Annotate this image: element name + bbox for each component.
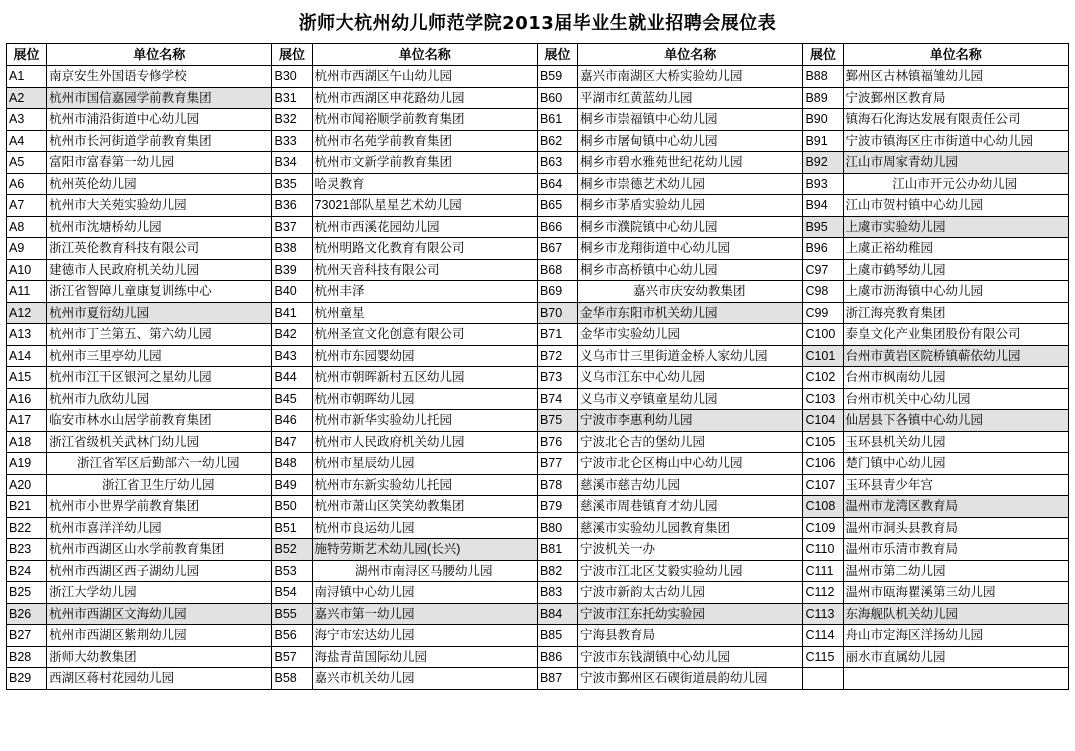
booth-code-cell: B79: [537, 496, 577, 518]
booth-code-cell: C100: [803, 324, 843, 346]
booth-code-cell: B40: [272, 281, 312, 303]
table-row: [7, 216, 1069, 238]
booth-code-cell: B75: [537, 410, 577, 432]
booth-name-cell: 慈溪市慈吉幼儿园: [578, 474, 803, 496]
booth-name-cell: 镇海石化海达发展有限责任公司: [843, 109, 1068, 131]
booth-name-cell: 温州市洞头县教育局: [843, 517, 1068, 539]
booth-name-cell: 西湖区蒋村花园幼儿园: [47, 668, 272, 690]
booth-name-cell: 嘉兴市机关幼儿园: [312, 668, 537, 690]
booth-code-cell: B49: [272, 474, 312, 496]
booth-code-cell: B29: [7, 668, 47, 690]
booth-code-cell: B61: [537, 109, 577, 131]
booth-code-cell: A1: [7, 66, 47, 88]
header-code-2: 展位: [272, 44, 312, 66]
booth-code-cell: C101: [803, 345, 843, 367]
table-row: [7, 560, 1069, 582]
table-row: [7, 496, 1069, 518]
table-row: [7, 474, 1069, 496]
header-name-3: 单位名称: [578, 44, 803, 66]
booth-name-cell: 台州市机关中心幼儿园: [843, 388, 1068, 410]
booth-name-cell: 平湖市红黄蓝幼儿园: [578, 87, 803, 109]
booth-code-cell: A8: [7, 216, 47, 238]
booth-name-cell: 杭州市大关苑实验幼儿园: [47, 195, 272, 217]
booth-name-cell: 鄞州区古林镇福雏幼儿园: [843, 66, 1068, 88]
booth-code-cell: A11: [7, 281, 47, 303]
booth-name-cell: 泰皇文化产业集团股份有限公司: [843, 324, 1068, 346]
booth-name-cell: 杭州市西湖区午山幼儿园: [312, 66, 537, 88]
booth-code-cell: A6: [7, 173, 47, 195]
booth-code-cell: C103: [803, 388, 843, 410]
booth-code-cell: C110: [803, 539, 843, 561]
booth-name-cell: 浙江海亮教育集团: [843, 302, 1068, 324]
booth-name-cell: 宁波市李惠利幼儿园: [578, 410, 803, 432]
booth-name-cell: 宁波市江东托幼实验园: [578, 603, 803, 625]
booth-name-cell: 慈溪市实验幼儿园教育集团: [578, 517, 803, 539]
booth-code-cell: C111: [803, 560, 843, 582]
booth-name-cell: 浙江大学幼儿园: [47, 582, 272, 604]
table-row: [7, 517, 1069, 539]
booth-name-cell: 嘉兴市第一幼儿园: [312, 603, 537, 625]
booth-name-cell: 上虞市鹤琴幼儿园: [843, 259, 1068, 281]
booth-code-cell: B28: [7, 646, 47, 668]
booth-name-cell: 浙师大幼教集团: [47, 646, 272, 668]
booth-name-cell: 宁波北仑吉的堡幼儿园: [578, 431, 803, 453]
booth-name-cell: 江山市周家青幼儿园: [843, 152, 1068, 174]
booth-name-cell: 杭州市星辰幼儿园: [312, 453, 537, 475]
booth-name-cell: 杭州市新华实验幼儿托园: [312, 410, 537, 432]
booth-code-cell: A12: [7, 302, 47, 324]
booth-code-cell: C99: [803, 302, 843, 324]
booth-code-cell: B37: [272, 216, 312, 238]
booth-name-cell: 杭州市沈塘桥幼儿园: [47, 216, 272, 238]
booth-code-cell: A14: [7, 345, 47, 367]
booth-name-cell: 温州市乐清市教育局: [843, 539, 1068, 561]
booth-name-cell: 义乌市江东中心幼儿园: [578, 367, 803, 389]
table-row: [7, 431, 1069, 453]
booth-name-cell: 杭州市西湖区山水学前教育集团: [47, 539, 272, 561]
booth-name-cell: 温州市瓯海瞿溪第三幼儿园: [843, 582, 1068, 604]
booth-code-cell: B25: [7, 582, 47, 604]
booth-name-cell: 浙江省卫生厅幼儿园: [47, 474, 272, 496]
booth-code-cell: B45: [272, 388, 312, 410]
booth-name-cell: 哈灵教育: [312, 173, 537, 195]
booth-code-cell: B27: [7, 625, 47, 647]
booth-code-cell: B36: [272, 195, 312, 217]
booth-name-cell: 杭州市人民政府机关幼儿园: [312, 431, 537, 453]
booth-code-cell: B55: [272, 603, 312, 625]
booth-code-cell: B77: [537, 453, 577, 475]
booth-name-cell: 上虞市实验幼儿园: [843, 216, 1068, 238]
booth-name-cell: 桐乡市崇德艺术幼儿园: [578, 173, 803, 195]
table-row: [7, 539, 1069, 561]
booth-name-cell: 慈溪市周巷镇育才幼儿园: [578, 496, 803, 518]
booth-name-cell: 杭州市三里亭幼儿园: [47, 345, 272, 367]
booth-name-cell: 嘉兴市庆安幼教集团: [578, 281, 803, 303]
booth-name-cell: 宁波市东钱湖镇中心幼儿园: [578, 646, 803, 668]
table-row: [7, 109, 1069, 131]
booth-code-cell: C112: [803, 582, 843, 604]
booth-code-cell: B44: [272, 367, 312, 389]
booth-name-cell: 桐乡市崇福镇中心幼儿园: [578, 109, 803, 131]
table-row: [7, 324, 1069, 346]
booth-code-cell: B46: [272, 410, 312, 432]
booth-name-cell: 金华市实验幼儿园: [578, 324, 803, 346]
booth-code-cell: B83: [537, 582, 577, 604]
booth-name-cell: 宁波鄞州区教育局: [843, 87, 1068, 109]
booth-name-cell: 施特劳斯艺术幼儿园(长兴): [312, 539, 537, 561]
booth-name-cell: 杭州童星: [312, 302, 537, 324]
booth-code-cell: B90: [803, 109, 843, 131]
booth-code-cell: B54: [272, 582, 312, 604]
table-row: [7, 410, 1069, 432]
booth-code-cell: C113: [803, 603, 843, 625]
booth-name-cell: 杭州市闻裕顺学前教育集团: [312, 109, 537, 131]
table-row: [7, 87, 1069, 109]
booth-code-cell: C115: [803, 646, 843, 668]
booth-code-cell: B73: [537, 367, 577, 389]
booth-code-cell: B56: [272, 625, 312, 647]
booth-name-cell: 舟山市定海区洋扬幼儿园: [843, 625, 1068, 647]
booth-name-cell: 杭州明路文化教育有限公司: [312, 238, 537, 260]
booth-name-cell: 宁波市鄞州区石碶街道晨韵幼儿园: [578, 668, 803, 690]
table-row: [7, 259, 1069, 281]
booth-name-cell: 义乌市廿三里街道金桥人家幼儿园: [578, 345, 803, 367]
booth-code-cell: B34: [272, 152, 312, 174]
booth-code-cell: A20: [7, 474, 47, 496]
header-code-3: 展位: [537, 44, 577, 66]
booth-code-cell: B85: [537, 625, 577, 647]
booth-code-cell: A13: [7, 324, 47, 346]
booth-code-cell: A9: [7, 238, 47, 260]
table-row: [7, 302, 1069, 324]
booth-code-cell: C98: [803, 281, 843, 303]
table-row: [7, 66, 1069, 88]
booth-code-cell: B82: [537, 560, 577, 582]
booth-code-cell: B42: [272, 324, 312, 346]
booth-code-cell: A19: [7, 453, 47, 475]
booth-code-cell: A17: [7, 410, 47, 432]
booth-code-cell: B62: [537, 130, 577, 152]
booth-name-cell: 富阳市富春第一幼儿园: [47, 152, 272, 174]
booth-code-cell: B66: [537, 216, 577, 238]
booth-code-cell: B74: [537, 388, 577, 410]
booth-name-cell: 江山市开元公办幼儿园: [843, 173, 1068, 195]
booth-name-cell: 杭州市长河街道学前教育集团: [47, 130, 272, 152]
booth-code-cell: C105: [803, 431, 843, 453]
booth-code-cell: A10: [7, 259, 47, 281]
booth-code-cell: B32: [272, 109, 312, 131]
booth-name-cell: 杭州市西湖区文海幼儿园: [47, 603, 272, 625]
booth-name-cell: 台州市黄岩区院桥镇蕲依幼儿园: [843, 345, 1068, 367]
booth-name-cell: 杭州市良运幼儿园: [312, 517, 537, 539]
booth-name-cell: 杭州市喜洋洋幼儿园: [47, 517, 272, 539]
booth-name-cell: 江山市贺村镇中心幼儿园: [843, 195, 1068, 217]
booth-code-cell: B71: [537, 324, 577, 346]
booth-code-cell: B30: [272, 66, 312, 88]
booth-code-cell: B80: [537, 517, 577, 539]
booth-name-cell: 73021部队星星艺术幼儿园: [312, 195, 537, 217]
booth-name-cell: 义乌市义亭镇童星幼儿园: [578, 388, 803, 410]
booth-name-cell: 杭州市九欣幼儿园: [47, 388, 272, 410]
booth-name-cell: 温州市第二幼儿园: [843, 560, 1068, 582]
page-title: 浙师大杭州幼儿师范学院2013届毕业生就业招聘会展位表: [298, 13, 777, 34]
booth-name-cell: 宁波市江北区艾毅实验幼儿园: [578, 560, 803, 582]
table-header-row: [7, 44, 1069, 66]
booth-code-cell: A7: [7, 195, 47, 217]
booth-code-cell: A16: [7, 388, 47, 410]
booth-code-cell: C97: [803, 259, 843, 281]
booth-name-cell: 浙江省级机关武林门幼儿园: [47, 431, 272, 453]
booth-name-cell: 杭州市名苑学前教育集团: [312, 130, 537, 152]
booth-code-cell: B63: [537, 152, 577, 174]
booth-name-cell: 杭州市江干区银河之星幼儿园: [47, 367, 272, 389]
booth-name-cell: 玉环县机关幼儿园: [843, 431, 1068, 453]
booth-name-cell: 杭州市西湖区申花路幼儿园: [312, 87, 537, 109]
table-row: [7, 195, 1069, 217]
booth-code-cell: B60: [537, 87, 577, 109]
booth-name-cell: 上虞正裕幼稚园: [843, 238, 1068, 260]
booth-name-cell: 桐乡市龙翔街道中心幼儿园: [578, 238, 803, 260]
booth-name-cell: 桐乡市茅盾实验幼儿园: [578, 195, 803, 217]
booth-code-cell: A4: [7, 130, 47, 152]
booth-name-cell: 东海舰队机关幼儿园: [843, 603, 1068, 625]
booth-code-cell: B50: [272, 496, 312, 518]
booth-name-cell: 宁海县教育局: [578, 625, 803, 647]
booth-code-cell: B21: [7, 496, 47, 518]
booth-code-cell: B39: [272, 259, 312, 281]
booth-name-cell: 玉环县青少年宫: [843, 474, 1068, 496]
booth-name-cell: 杭州丰泽: [312, 281, 537, 303]
table-row: [7, 388, 1069, 410]
booth-code-cell: B69: [537, 281, 577, 303]
booth-name-cell: 桐乡市屠甸镇中心幼儿园: [578, 130, 803, 152]
table-row: [7, 173, 1069, 195]
table-row: [7, 646, 1069, 668]
booth-code-cell: B95: [803, 216, 843, 238]
booth-name-cell: 杭州市国信嘉园学前教育集团: [47, 87, 272, 109]
booth-name-cell: 宁波市镇海区庄市街道中心幼儿园: [843, 130, 1068, 152]
booth-code-cell: B22: [7, 517, 47, 539]
booth-name-cell: 杭州市萧山区笑笑幼教集团: [312, 496, 537, 518]
booth-code-cell: B65: [537, 195, 577, 217]
booth-code-cell: B72: [537, 345, 577, 367]
table-row: [7, 625, 1069, 647]
booth-code-cell: B23: [7, 539, 47, 561]
booth-code-cell: B67: [537, 238, 577, 260]
booth-code-cell: A2: [7, 87, 47, 109]
booth-code-cell: B86: [537, 646, 577, 668]
booth-name-cell: 杭州市西湖区西子湖幼儿园: [47, 560, 272, 582]
booth-code-cell: B93: [803, 173, 843, 195]
booth-code-cell: B38: [272, 238, 312, 260]
booth-name-cell: 桐乡市高桥镇中心幼儿园: [578, 259, 803, 281]
booth-code-cell: B48: [272, 453, 312, 475]
booth-code-cell: B52: [272, 539, 312, 561]
booth-name-cell: 浙江省军区后勤部六一幼儿园: [47, 453, 272, 475]
table-row: [7, 668, 1069, 690]
booth-code-cell: B70: [537, 302, 577, 324]
booth-code-cell: B58: [272, 668, 312, 690]
booth-code-cell: B88: [803, 66, 843, 88]
booth-code-cell: B84: [537, 603, 577, 625]
booth-name-cell: 杭州市朝晖幼儿园: [312, 388, 537, 410]
booth-name-cell: 杭州英伦幼儿园: [47, 173, 272, 195]
booth-code-cell: B41: [272, 302, 312, 324]
table-row: [7, 152, 1069, 174]
booth-name-cell: 仙居县下各镇中心幼儿园: [843, 410, 1068, 432]
booth-name-cell: 浙江省智障儿童康复训练中心: [47, 281, 272, 303]
booth-name-cell: 嘉兴市南湖区大桥实验幼儿园: [578, 66, 803, 88]
table-row: [7, 281, 1069, 303]
booth-code-cell: B51: [272, 517, 312, 539]
booth-name-cell: 南浔镇中心幼儿园: [312, 582, 537, 604]
booth-code-cell: B35: [272, 173, 312, 195]
booth-name-cell: 杭州市西溪花园幼儿园: [312, 216, 537, 238]
booth-name-cell: 桐乡市碧水雅苑世纪花幼儿园: [578, 152, 803, 174]
table-row: [7, 603, 1069, 625]
booth-code-cell: B92: [803, 152, 843, 174]
booth-name-cell: 南京安生外国语专修学校: [47, 66, 272, 88]
booth-name-cell: 杭州市小世界学前教育集团: [47, 496, 272, 518]
booth-code-cell: [803, 668, 843, 690]
table-header: [7, 44, 1069, 66]
booth-code-cell: A18: [7, 431, 47, 453]
booth-name-cell: 海盐青苗国际幼儿园: [312, 646, 537, 668]
booth-name-cell: 杭州市文新学前教育集团: [312, 152, 537, 174]
booth-name-cell: 上虞市沥海镇中心幼儿园: [843, 281, 1068, 303]
booth-name-cell: 建德市人民政府机关幼儿园: [47, 259, 272, 281]
table-row: [7, 238, 1069, 260]
header-code-1: 展位: [7, 44, 47, 66]
booth-code-cell: B59: [537, 66, 577, 88]
booth-name-cell: 杭州市东园婴幼园: [312, 345, 537, 367]
booth-code-cell: C104: [803, 410, 843, 432]
booth-name-cell: 宁波市新韵太古幼儿园: [578, 582, 803, 604]
table-row: [7, 367, 1069, 389]
booth-name-cell: 浙江英伦教育科技有限公司: [47, 238, 272, 260]
booth-code-cell: C106: [803, 453, 843, 475]
booth-name-cell: 金华市东阳市机关幼儿园: [578, 302, 803, 324]
booth-code-cell: A15: [7, 367, 47, 389]
booth-code-cell: C108: [803, 496, 843, 518]
booth-name-cell: 杭州市西湖区紫荆幼儿园: [47, 625, 272, 647]
table-row: [7, 453, 1069, 475]
booth-code-cell: A5: [7, 152, 47, 174]
booth-code-cell: B78: [537, 474, 577, 496]
booth-code-cell: B53: [272, 560, 312, 582]
booth-code-cell: B47: [272, 431, 312, 453]
booth-name-cell: [843, 668, 1068, 690]
booth-name-cell: 杭州市东新实验幼儿托园: [312, 474, 537, 496]
table-row: [7, 130, 1069, 152]
booth-name-cell: 桐乡市濮院镇中心幼儿园: [578, 216, 803, 238]
booth-name-cell: 杭州市丁兰第五、第六幼儿园: [47, 324, 272, 346]
booth-code-cell: C107: [803, 474, 843, 496]
table-body: [7, 66, 1069, 690]
booth-code-cell: B43: [272, 345, 312, 367]
booth-name-cell: 杭州圣宣文化创意有限公司: [312, 324, 537, 346]
booth-name-cell: 宁波机关一办: [578, 539, 803, 561]
booth-name-cell: 温州市龙湾区教育局: [843, 496, 1068, 518]
booth-name-cell: 湖州市南浔区马腰幼儿园: [312, 560, 537, 582]
table-row: [7, 582, 1069, 604]
booth-name-cell: 杭州市夏衍幼儿园: [47, 302, 272, 324]
booth-code-cell: B24: [7, 560, 47, 582]
booth-name-cell: 丽水市直属幼儿园: [843, 646, 1068, 668]
booth-code-cell: B91: [803, 130, 843, 152]
booth-code-cell: B94: [803, 195, 843, 217]
header-code-4: 展位: [803, 44, 843, 66]
header-name-1: 单位名称: [47, 44, 272, 66]
header-name-2: 单位名称: [312, 44, 537, 66]
booth-code-cell: B81: [537, 539, 577, 561]
booth-name-cell: 杭州天音科技有限公司: [312, 259, 537, 281]
booth-code-cell: C102: [803, 367, 843, 389]
booth-name-cell: 楚门镇中心幼儿园: [843, 453, 1068, 475]
booth-code-cell: C114: [803, 625, 843, 647]
booth-code-cell: C109: [803, 517, 843, 539]
booth-name-cell: 宁波市北仑区梅山中心幼儿园: [578, 453, 803, 475]
booth-name-cell: 临安市林水山居学前教育集团: [47, 410, 272, 432]
header-name-4: 单位名称: [843, 44, 1068, 66]
booth-code-cell: B31: [272, 87, 312, 109]
booth-code-cell: B57: [272, 646, 312, 668]
table-row: [7, 345, 1069, 367]
booth-code-cell: B64: [537, 173, 577, 195]
booth-code-cell: B26: [7, 603, 47, 625]
booth-code-cell: B76: [537, 431, 577, 453]
booth-code-cell: B33: [272, 130, 312, 152]
booth-code-cell: B87: [537, 668, 577, 690]
booth-code-cell: B89: [803, 87, 843, 109]
booth-code-cell: B96: [803, 238, 843, 260]
booth-table: [6, 43, 1069, 690]
booth-code-cell: A3: [7, 109, 47, 131]
booth-name-cell: 杭州市朝晖新村五区幼儿园: [312, 367, 537, 389]
booth-name-cell: 海宁市宏达幼儿园: [312, 625, 537, 647]
booth-code-cell: B68: [537, 259, 577, 281]
booth-name-cell: 台州市枫南幼儿园: [843, 367, 1068, 389]
booth-name-cell: 杭州市浦沿街道中心幼儿园: [47, 109, 272, 131]
